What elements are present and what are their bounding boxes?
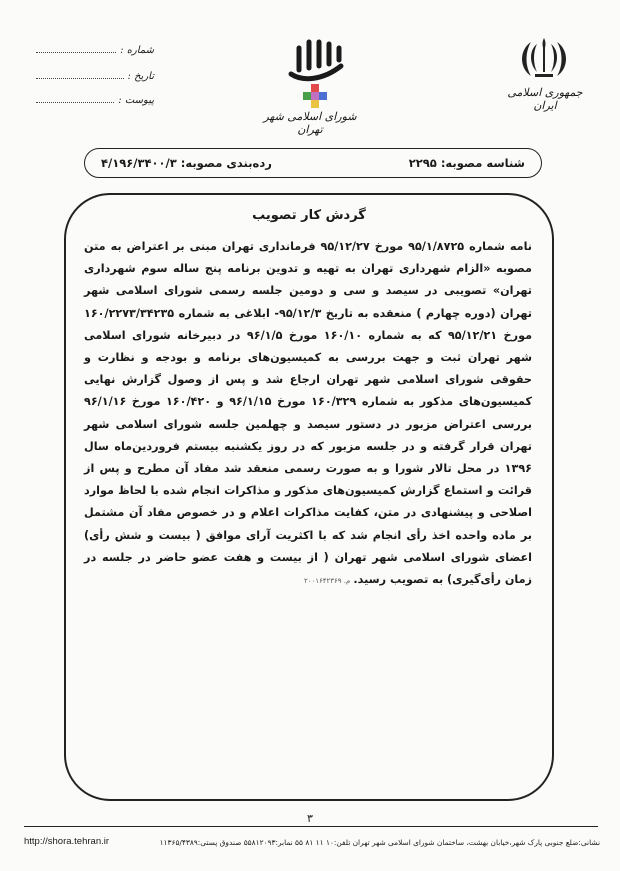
footer-address: نشانی:ضلع جنوبی پارک شهر،خیابان بهشت، ساختمان شورای اسلامی شهر تهران تلفن:۱۰ ۱۱ ۸۱ ۵۵ نمابر:۵۵۸۱۲۰۹۳ صندوق پستی:۱۱۳۶۵/۴۳۸۹	[159, 838, 600, 847]
attachment-blank	[36, 102, 114, 103]
page-number: ۳	[307, 812, 313, 825]
date-label: تاریخ :	[127, 71, 154, 82]
emblem-caption: جمهوری اسلامی ایران	[507, 86, 583, 112]
approval-classification: رده‌بندی مصوبه: ۴/۱۹۶/۳۴۰۰/۳	[101, 156, 272, 170]
document-title: گردش کار تصویب	[252, 208, 366, 223]
attachment-label: پیوست :	[118, 95, 154, 106]
iran-emblem-icon	[515, 36, 573, 80]
number-field	[36, 42, 154, 56]
date-blank	[36, 78, 124, 79]
council-caption: شورای اسلامی شهر تهران	[263, 110, 357, 136]
stamp-note: م. ۲۰۰۱۶۴۲۳۶۹	[303, 577, 351, 586]
number-blank	[36, 52, 116, 53]
color-cubes-icon	[301, 84, 331, 110]
approval-id: شناسه مصوبه: ۲۲۹۵	[408, 156, 525, 170]
attachment-field	[36, 92, 154, 106]
tehran-council-logo	[283, 36, 349, 86]
website-link[interactable]: http://shora.tehran.ir	[24, 836, 110, 847]
body-paragraph: نامه شماره ۹۵/۱/۸۷۲۵ مورخ ۹۵/۱۲/۲۷ فرمانداری تهران مبنی بر اعتراض به متن مصوبه «الزام شهرداری تهران به تهیه و تدوین برنامه پنج ساله سوم شهرداری تهران» تصویبی در سیصد و سی و دومین جلسه رسمی شورای اسلامی شهر تهران (دوره چهارم ) منعقده به تاریخ ۹۵/۱۲/۳- ابلاغی به شماره ۱۶۰/۲۲۷۳/۳۴۲۳۵ مورخ ۹۵/۱۲/۲۱ که به شماره ۱۶۰/۱۰ مورخ ۹۶/۱/۵ در دبیرخانه شورای اسلامی شهر تهران ثبت و جهت بررسی به کمیسیون‌های برنامه و بودجه و نظارت و حقوقی شورای اسلامی شهر تهران ارجاع شد و پس از وصول گزارش نهایی کمیسیون‌های مذکور به شماره ۱۶۰/۳۲۹ مورخ ۹۶/۱/۱۵ و ۱۶۰/۴۲۰ مورخ ۹۶/۱/۱۶ بررسی اعتراض مزبور در دستور سیصد و چهلمین جلسه شورای اسلامی شهر تهران قرار گرفته و در جلسه مزبور که در روز یکشنبه بیستم فروردین‌ماه سال ۱۳۹۶ در محل تالار شورا و به صورت رسمی منعقد شد مفاد آن مطرح و پس از قرائت و استماع گزارش کمیسیون‌های مذکور و مذاکرات انجام شده با لحاظ موارد اصلاحی و پیشنهادی در متن، کفایت مذاکرات اعلام و در خصوص مفاد آن مشتمل بر ماده واحده اخذ رأی انجام شد که با اکثریت آرای موافق ( بیست و شش رأی) اعضای شورای اسلامی شهر تهران ( از بیست و هفت عضو حاضر در جلسه در زمان رأی‌گیری) به تصویب رسید.	[84, 240, 533, 587]
date-field	[36, 68, 154, 82]
footer-divider	[24, 826, 598, 827]
approval-info-bar	[84, 148, 542, 178]
document-body	[84, 236, 532, 592]
number-label: شماره :	[120, 45, 154, 56]
